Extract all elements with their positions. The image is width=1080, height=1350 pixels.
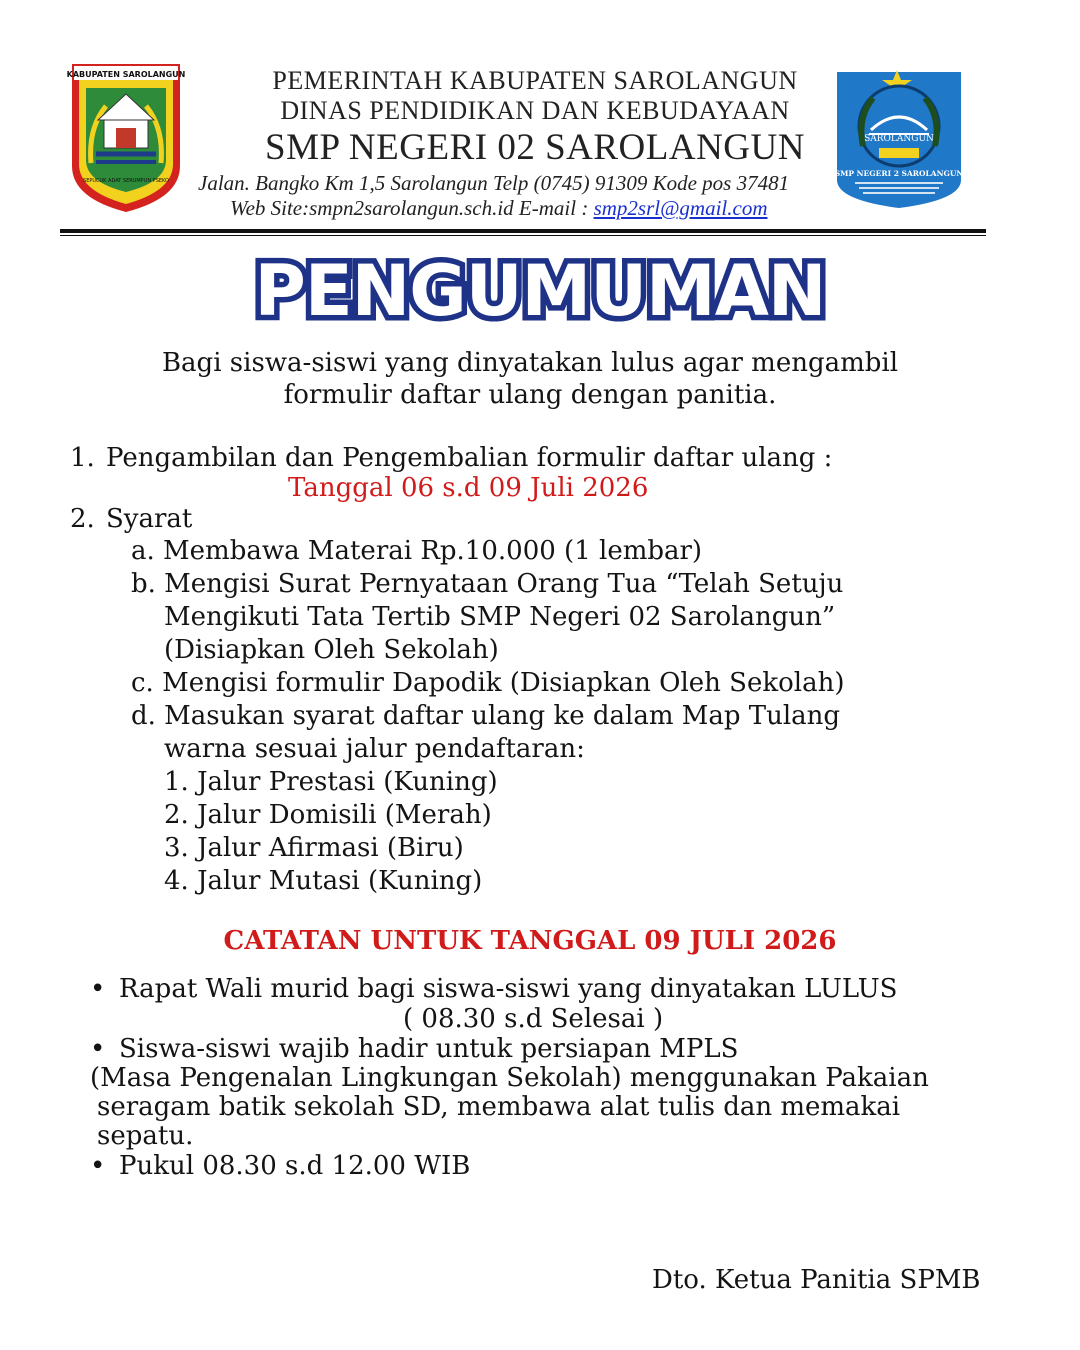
note-2-line-3: seragam batik sekolah SD, membawa alat tulis dan memakai: [97, 1092, 901, 1122]
requirement-b-line-2: Mengikuti Tata Tertib SMP Negeri 02 Sarolangun”: [164, 602, 836, 632]
note-1-line-2: ( 08.30 s.d Selesai ): [403, 1004, 664, 1034]
requirement-d-line-1: d. Masukan syarat daftar ulang ke dalam Map Tulang: [131, 701, 841, 731]
note-1-line-1: Rapat Wali murid bagi siswa-siswi yang dinyatakan LULUS: [119, 974, 898, 1004]
note-heading: CATATAN UNTUK TANGGAL 09 JULI 2026: [223, 926, 837, 956]
route-item: 2. Jalur Domisili (Merah): [164, 800, 492, 830]
route-item: 4. Jalur Mutasi (Kuning): [164, 866, 483, 896]
note-2-line-1: Siswa-siswi wajib hadir untuk persiapan MPLS: [119, 1034, 739, 1064]
right-logo-label: SMP NEGERI 2 SAROLANGUN: [834, 169, 964, 178]
letterhead-department: DINAS PENDIDIKAN DAN KEBUDAYAAN: [280, 96, 790, 125]
item-1-text: Pengambilan dan Pengembalian formulir daftar ulang :: [106, 443, 833, 473]
letterhead-contact: [230, 196, 768, 221]
letterhead-address: Jalan. Bangko Km 1,5 Sarolangun Telp (0745) 91309 Kode pos 37481: [198, 171, 790, 195]
requirement-a: a. Membawa Materai Rp.10.000 (1 lembar): [131, 536, 703, 566]
intro-line-1: Bagi siswa-siswi yang dinyatakan lulus agar mengambil: [161, 348, 899, 378]
email-link[interactable]: smp2srl@gmail.com: [593, 196, 768, 220]
letterhead-government: PEMERINTAH KABUPATEN SAROLANGUN: [272, 66, 798, 95]
item-2-text: Syarat: [106, 504, 193, 534]
announcement-title: PENGUMUMAN: [254, 250, 826, 332]
smp-negeri-2-sarolangun-logo: [829, 68, 969, 210]
letterhead-divider-thin: [60, 235, 986, 236]
right-logo-top-text: SAROLANGUN: [864, 134, 934, 144]
note-2-line-4: sepatu.: [97, 1121, 194, 1151]
bullet-1: •: [90, 974, 106, 1004]
intro-line-2: formulir daftar ulang dengan panitia.: [283, 380, 777, 410]
requirement-c: c. Mengisi formulir Dapodik (Disiapkan Oleh Sekolah): [131, 668, 845, 698]
svg-text:KABUPATEN SAROLANGUN: KABUPATEN SAROLANGUN: [66, 70, 186, 79]
letterhead-divider-thick: [60, 229, 986, 233]
note-3-line-1: Pukul 08.30 s.d 12.00 WIB: [119, 1151, 471, 1181]
route-item: 1. Jalur Prestasi (Kuning): [164, 767, 498, 797]
svg-text:SEPUCUK ADAT SERUMPUN PSEKO: SEPUCUK ADAT SERUMPUN PSEKO: [83, 178, 169, 184]
requirement-b-line-3: (Disiapkan Oleh Sekolah): [164, 635, 499, 665]
signature: Dto. Ketua Panitia SPMB: [652, 1265, 981, 1295]
item-1-date: Tanggal 06 s.d 09 Juli 2026: [288, 473, 649, 503]
requirement-b-line-1: b. Mengisi Surat Pernyataan Orang Tua “Telah Setuju: [131, 569, 844, 599]
requirement-d-line-2: warna sesuai jalur pendaftaran:: [164, 734, 585, 764]
bullet-2: •: [90, 1034, 106, 1064]
note-2-line-2: (Masa Pengenalan Lingkungan Sekolah) menggunakan Pakaian: [90, 1063, 929, 1093]
letterhead-school-name: SMP NEGERI 02 SAROLANGUN: [265, 127, 805, 168]
item-1-number: 1.: [70, 443, 95, 473]
item-2-number: 2.: [70, 504, 95, 534]
route-item: 3. Jalur Afirmasi (Biru): [164, 833, 464, 863]
website-label: Web Site:smpn2sarolangun.sch.id E-mail :: [230, 196, 594, 220]
bullet-3: •: [90, 1151, 106, 1181]
